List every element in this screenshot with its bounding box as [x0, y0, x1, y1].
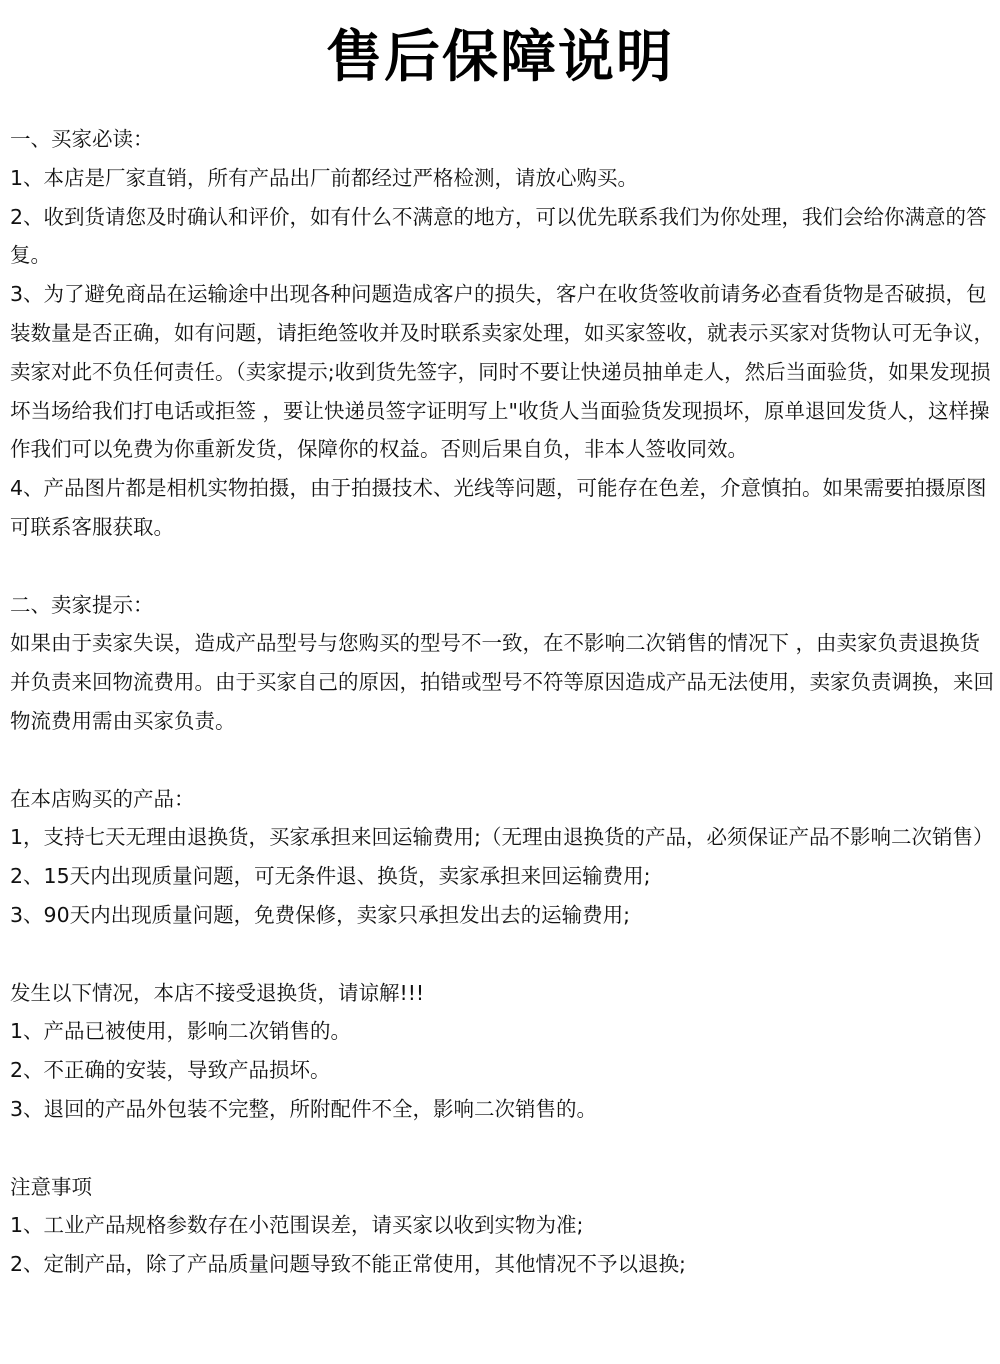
list-item: 1、产品已被使用，影响二次销售的。 [10, 1019, 352, 1044]
list-item: 3、90天内出现质量问题，免费保修，卖家只承担发出去的运输费用; [10, 902, 631, 927]
list-item: 如果由于卖家失误，造成产品型号与您购买的型号不一致，在不影响二次销售的情况下 ，由卖家负责退换货并负责来回物流费用。由于买家自己的原因，拍错或型号不符等原因造成产品无法使用，卖家负责调换，来回物流费用需由买家负责。 [10, 631, 994, 733]
section-notes [10, 1168, 994, 1284]
section-heading: 二、卖家提示： [10, 592, 154, 617]
list-item: 2、收到货请您及时确认和评价，如有什么不满意的地方，可以优先联系我们为你处理，我们会给你满意的答复。 [10, 204, 987, 268]
section-store-products [10, 780, 994, 935]
list-item: 2、定制产品，除了产品质量问题导致不能正常使用，其他情况不予以退换; [10, 1252, 686, 1277]
document-body [10, 120, 994, 1284]
list-item: 1、工业产品规格参数存在小范围误差，请买家以收到实物为准; [10, 1213, 584, 1238]
section-spacer [10, 935, 994, 974]
section-heading: 发生以下情况，本店不接受退换货，请谅解!!! [10, 980, 425, 1005]
list-item: 3、退回的产品外包装不完整，所附配件不全，影响二次销售的。 [10, 1096, 598, 1121]
section-heading: 在本店购买的产品： [10, 786, 195, 811]
list-item: 3、为了避免商品在运输途中出现各种问题造成客户的损失，客户在收货签收前请务必查看货物是否破损，包装数量是否正确，如有问题，请拒绝签收并及时联系卖家处理，如买家签收，就表示买家对货物认可无争议，卖家对此不负任何责任。（卖家提示;收到货先签字，同时不要让快递员抽单走人，然后当面验货，如果发现损坏当场给我们打电话或拒签 ，要让快递员签字证明写上"收货人当面验货发现损坏，原单退回发货人，这样操作我们可以免费为你重新发货，保障你的权益。否则后果自负，非本人签收同效。 [10, 282, 994, 462]
list-item: 1、本店是厂家直销，所有产品出厂前都经过严格检测，请放心购买。 [10, 165, 639, 190]
section-spacer [10, 1129, 994, 1168]
page-title: 售后保障说明 [326, 25, 674, 90]
section-no-returns [10, 974, 994, 1129]
list-item: 4、产品图片都是相机实物拍摄，由于拍摄技术、光线等问题，可能存在色差，介意慎拍。如果需要拍摄原图可联系客服获取。 [10, 476, 987, 539]
section-heading: 注意事项 [10, 1174, 92, 1199]
section-spacer [10, 547, 994, 586]
section-spacer [10, 741, 994, 780]
section-seller-tips [10, 586, 994, 741]
section-heading: 一、买家必读： [10, 127, 154, 151]
section-buyer-must-read [10, 120, 994, 547]
list-item: 2、15天内出现质量问题，可无条件退、换货，卖家承担来回运输费用; [10, 864, 651, 889]
list-item: 2、不正确的安装，导致产品损坏。 [10, 1058, 331, 1083]
list-item: 1，支持七天无理由退换货，买家承担来回运输费用;（无理由退换货的产品，必须保证产品不影响二次销售） [10, 825, 994, 850]
